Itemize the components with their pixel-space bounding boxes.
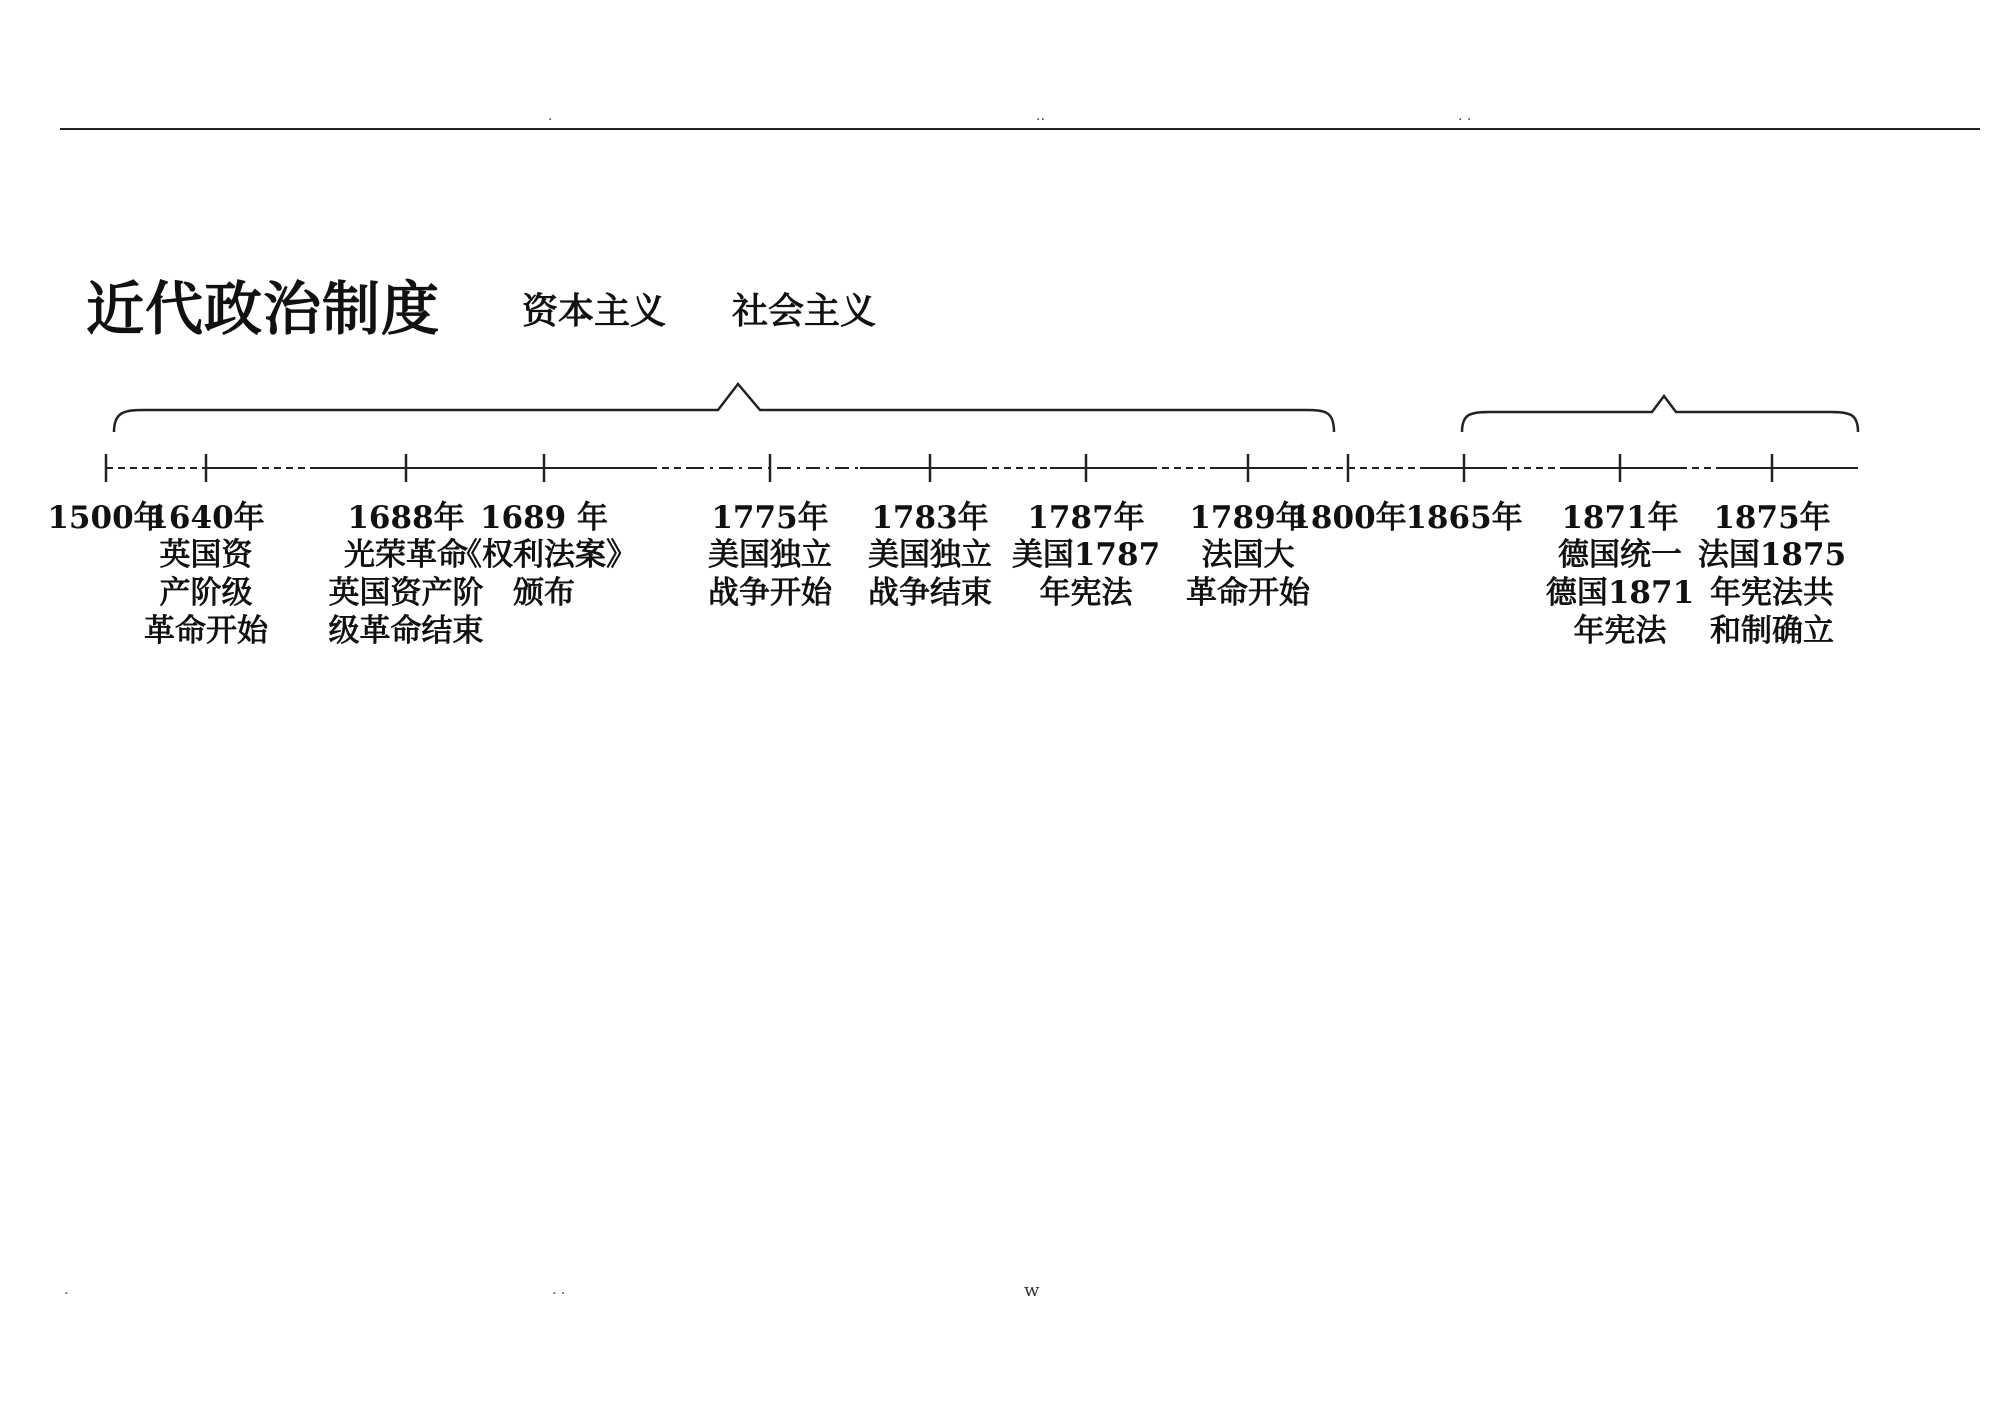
timeline-year: 1688年 bbox=[347, 500, 465, 536]
timeline-event-text bbox=[1677, 536, 1867, 650]
timeline-year: 1865年 bbox=[1405, 500, 1523, 536]
subtitle-socialism: 社会主义 bbox=[732, 291, 877, 332]
event-line: 产阶级 bbox=[159, 575, 253, 611]
timeline-year: 1871年 bbox=[1561, 500, 1679, 536]
event-line: 年宪法 bbox=[1039, 575, 1133, 611]
timeline-event-text bbox=[111, 536, 301, 650]
timeline-axis bbox=[106, 454, 1858, 482]
event-line: 和制确立 bbox=[1710, 613, 1834, 649]
event-line: 战争结束 bbox=[868, 575, 992, 611]
event-line: 美国独立 bbox=[708, 537, 832, 573]
header-mark-3: . . bbox=[1458, 108, 1472, 124]
timeline-year: 1640年 bbox=[147, 500, 265, 536]
page-title: 近代政治制度 bbox=[86, 275, 441, 343]
event-line: 《权利法案》 bbox=[451, 537, 637, 573]
timeline-event-text bbox=[449, 536, 639, 612]
event-line: 年宪法共 bbox=[1710, 575, 1834, 611]
event-line: 德国1871 bbox=[1545, 575, 1695, 611]
subtitle-capitalism: 资本主义 bbox=[522, 291, 667, 332]
capitalism-brace bbox=[114, 384, 1334, 432]
event-line: 战争开始 bbox=[708, 575, 832, 611]
timeline-year: 1875年 bbox=[1713, 500, 1831, 536]
timeline-year: 1500年 bbox=[47, 500, 165, 536]
footer-mark-3: w bbox=[1024, 1280, 1040, 1301]
event-line: 美国1787 bbox=[1011, 537, 1161, 573]
timeline-year: 1783年 bbox=[871, 500, 989, 536]
header-mark-2: .. bbox=[1036, 108, 1045, 124]
event-line: 法国大 bbox=[1201, 537, 1295, 573]
event-line: 光荣革命 bbox=[344, 537, 468, 573]
timeline-year: 1800年 bbox=[1289, 500, 1407, 536]
footer-mark-1: . bbox=[64, 1282, 69, 1298]
event-line: 年宪法 bbox=[1573, 613, 1667, 649]
event-line: 英国资产阶 bbox=[328, 575, 484, 611]
timeline-year: 1787年 bbox=[1027, 500, 1145, 536]
timeline-year: 1789年 bbox=[1189, 500, 1307, 536]
timeline-year: 1775年 bbox=[711, 500, 829, 536]
event-line: 德国统一 bbox=[1558, 537, 1682, 573]
timeline-year: 1689 年 bbox=[479, 500, 609, 536]
footer-mark-2: . . bbox=[552, 1282, 566, 1298]
event-line: 级革命结束 bbox=[328, 613, 484, 649]
event-line: 法国1875 bbox=[1697, 537, 1847, 573]
event-line: 革命开始 bbox=[144, 613, 268, 649]
timeline-event-text bbox=[1153, 536, 1343, 612]
event-line: 颁布 bbox=[513, 575, 575, 611]
event-line: 英国资 bbox=[159, 537, 253, 573]
header-mark-1: . bbox=[548, 108, 553, 124]
event-line: 美国独立 bbox=[868, 537, 992, 573]
socialism-brace bbox=[1462, 396, 1858, 432]
event-line: 革命开始 bbox=[1186, 575, 1310, 611]
